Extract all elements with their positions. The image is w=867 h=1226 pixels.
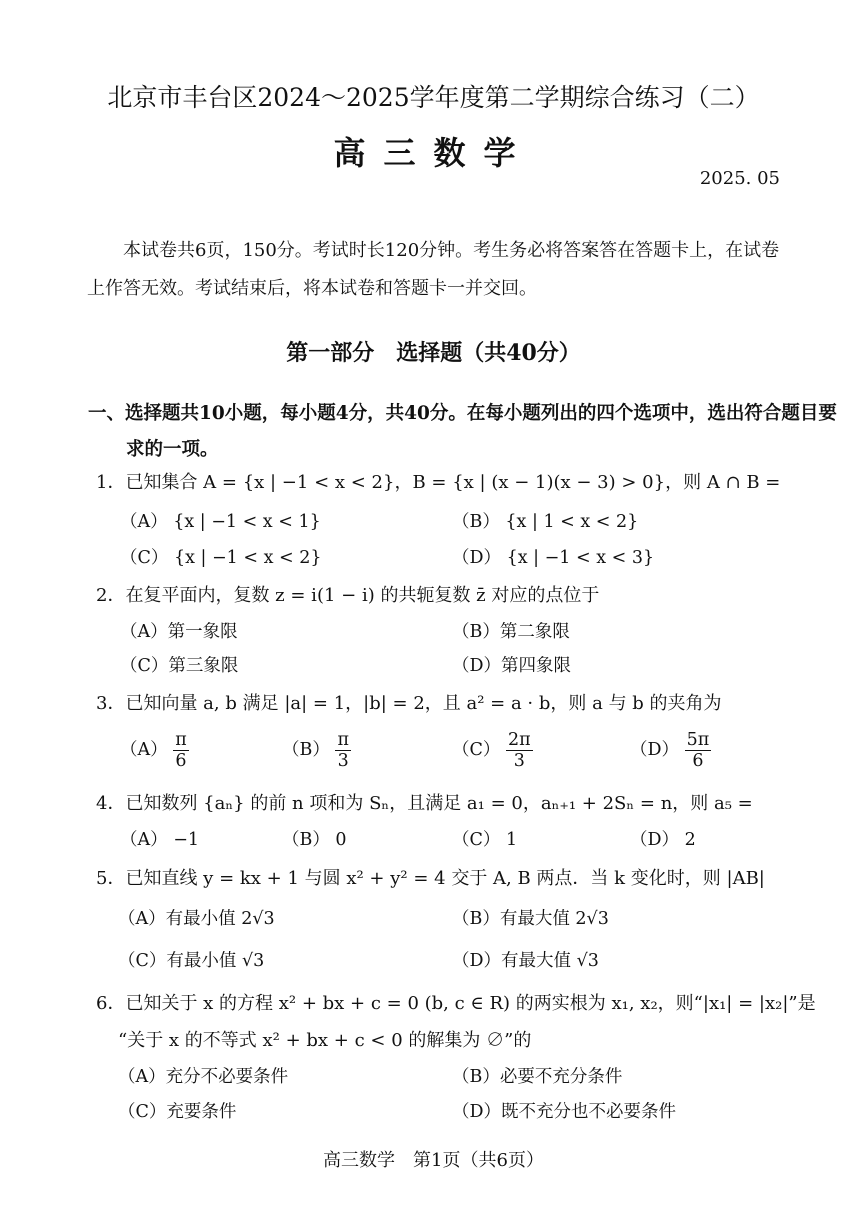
q4-option-d: （D） 2 <box>630 830 696 850</box>
q3-option-b-den: 3 <box>337 751 349 772</box>
question-5-stem: 5．已知直线 y = kx + 1 与圆 x² + y² = 4 交于 A, B 两点．当 k 变化时，则 |AB| <box>96 868 765 889</box>
q3-option-c-den: 3 <box>513 751 525 772</box>
q3-option-a-label: （A） <box>120 740 168 761</box>
q6-option-a: （A）充分不必要条件 <box>118 1067 289 1087</box>
q4-option-b: （B） 0 <box>282 830 347 850</box>
q3-option-b-num: π <box>337 730 349 750</box>
q3-option-d-num: 5π <box>686 730 710 750</box>
q4-option-a: （A） −1 <box>120 830 199 850</box>
q1-option-d: （D） {x | −1 < x < 3} <box>452 548 655 568</box>
instructions: 一、选择题共10小题，每小题4分，共40分。在每小题列出的四个选项中，选出符合题目要求的一项。 <box>88 403 837 460</box>
q3-option-c-label: （C） <box>452 740 501 761</box>
q2-option-d: （D）第四象限 <box>452 656 572 676</box>
exam-date: 2025. 05 <box>699 168 780 189</box>
q3-option-d-den: 6 <box>692 751 704 772</box>
q2-option-a: （A）第一象限 <box>120 622 238 642</box>
q5-option-a: （A）有最小值 2√3 <box>118 909 275 929</box>
q3-option-d-label: （D） <box>630 740 680 761</box>
q5-option-b: （B）有最大值 2√3 <box>452 909 609 929</box>
question-3-stem: 3．已知向量 a, b 满足 |a| = 1，|b| = 2，且 a² = a · b，则 a 与 b 的夹角为 <box>96 693 722 714</box>
q3-option-c <box>452 730 533 771</box>
q5-option-c: （C）有最小值 √3 <box>118 951 265 971</box>
q2-option-b: （B）第二象限 <box>452 622 570 642</box>
q3-option-b-label: （B） <box>282 740 330 761</box>
page-footer: 高三数学 第1页（共6页） <box>323 1150 544 1171</box>
question-1-stem: 1．已知集合 A = {x | −1 < x < 2}，B = {x | (x − 1)(x − 3) > 0}，则 A ∩ B = <box>96 472 781 493</box>
q4-option-c: （C） 1 <box>452 830 518 850</box>
question-4-stem: 4．已知数列 {aₙ} 的前 n 项和为 Sₙ，且满足 a₁ = 0，aₙ₊₁ + 2Sₙ = n，则 a₅ = <box>96 793 753 814</box>
q6-option-c: （C）充要条件 <box>118 1102 237 1122</box>
q2-option-c: （C）第三象限 <box>120 656 239 676</box>
q3-option-d-fraction <box>685 730 712 771</box>
q3-option-b <box>282 730 351 771</box>
intro-paragraph: 本试卷共6页，150分。考试时长120分钟。考生务必将答案答在答题卡上，在试卷上作答无效。考试结束后，将本试卷和答题卡一并交回。 <box>87 240 780 299</box>
section-heading: 第一部分 选择题（共40分） <box>286 340 581 366</box>
q6-option-b: （B）必要不充分条件 <box>452 1067 623 1087</box>
q5-option-d: （D）有最大值 √3 <box>452 951 599 971</box>
q3-option-d <box>630 730 711 771</box>
exam-title: 北京市丰台区2024～2025学年度第二学期综合练习（二） <box>107 83 760 112</box>
q3-option-a-den: 6 <box>175 751 187 772</box>
question-2-stem: 2．在复平面内，复数 z = i(1 − i) 的共轭复数 z̄ 对应的点位于 <box>96 585 600 606</box>
q3-option-c-num: 2π <box>507 730 531 750</box>
q1-option-b: （B） {x | 1 < x < 2} <box>452 512 639 532</box>
subject-title: 高三数学 <box>333 134 534 172</box>
q3-option-a-num: π <box>175 730 187 750</box>
question-6-stem: 6．已知关于 x 的方程 x² + bx + c = 0 (b, c ∈ R) 的两实根为 x₁, x₂，则“|x₁| = |x₂|”是 <box>96 993 816 1014</box>
q3-option-a-fraction <box>173 730 189 771</box>
q1-option-a: （A） {x | −1 < x < 1} <box>120 512 321 532</box>
question-6-stem-continued: “关于 x 的不等式 x² + bx + c < 0 的解集为 ∅”的 <box>118 1030 532 1051</box>
q1-option-c: （C） {x | −1 < x < 2} <box>120 548 322 568</box>
q3-option-c-fraction <box>506 730 533 771</box>
q3-option-b-fraction <box>335 730 351 771</box>
q3-option-a <box>120 730 189 771</box>
q6-option-d: （D）既不充分也不必要条件 <box>452 1102 677 1122</box>
